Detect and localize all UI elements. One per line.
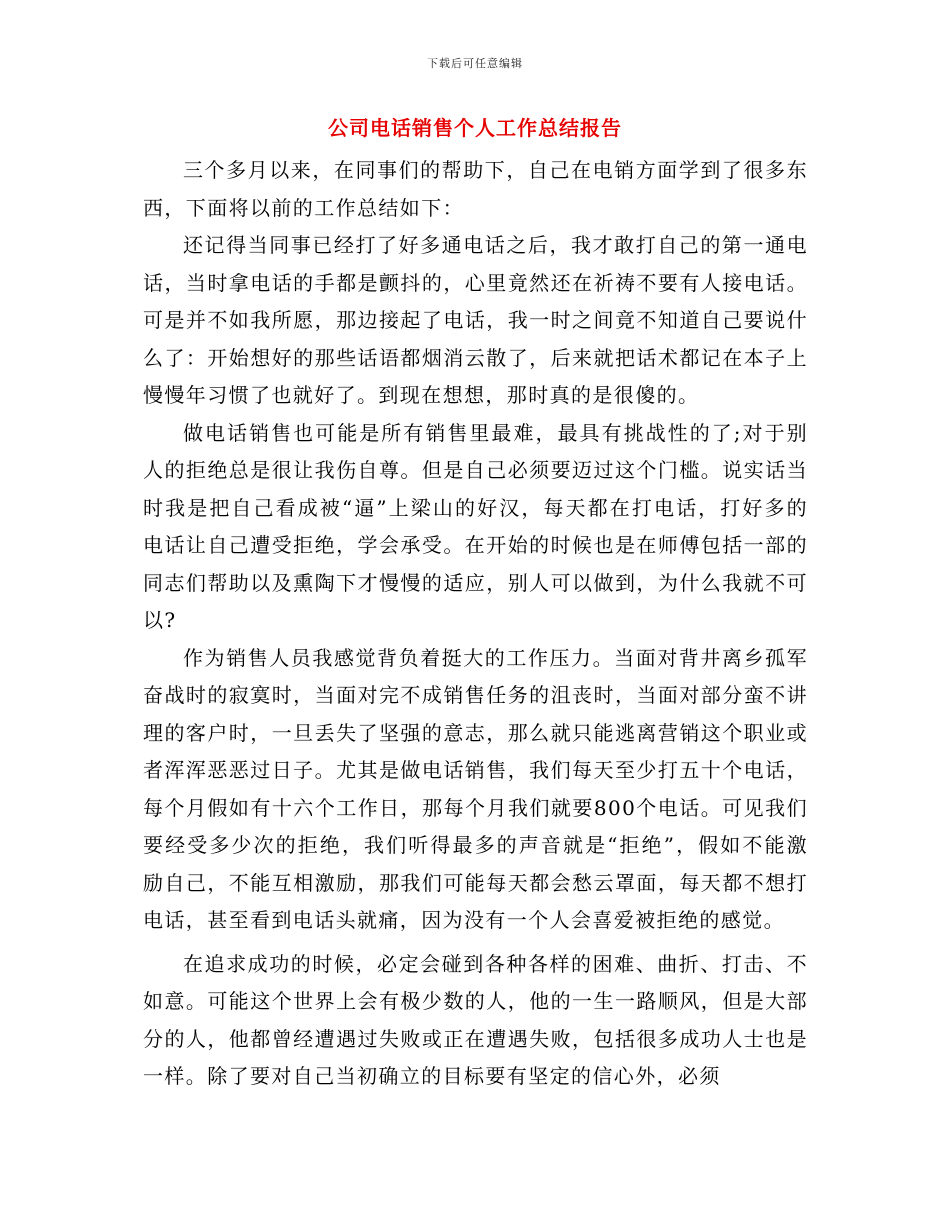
document-title: 公司电话销售个人工作总结报告 [328, 116, 622, 140]
paragraph-4: 作为销售人员我感觉背负着挺大的工作压力。当面对背井离乡孤军奋战时的寂寞时，当面对完不成销售任务的沮丧时，当面对部分蛮不讲理的客户时，一旦丢失了坚强的意志，那么就只能逃离营销这个职业或者浑浑恶恶过日子。尤其是做电话销售，我们每天至少打五十个电话，每个月假如有十六个工作日，那每个月我们就要800个电话。可见我们要经受多少次的拒绝，我们听得最多的声音就是“拒绝”，假如不能激励自己，不能互相激励，那我们可能每天都会愁云罩面，每天都不想打电话，甚至看到电话头就痛，因为没有一个人会喜爱被拒绝的感觉。 [143, 645, 808, 932]
header-note: 下载后可任意编辑 [427, 57, 523, 70]
document-body [143, 152, 808, 1096]
paragraph-2: 还记得当同事已经打了好多通电话之后，我才敢打自己的第一通电话，当时拿电话的手都是颤抖的，心里竟然还在祈祷不要有人接电话。可是并不如我所愿，那边接起了电话，我一时之间竟不知道自己要说什么了：开始想好的那些话语都烟消云散了，后来就把话术都记在本子上慢慢年习惯了也就好了。到现在想想，那时真的是很傻的。 [143, 233, 808, 407]
paragraph-3: 做电话销售也可能是所有销售里最难，最具有挑战性的了;对于别人的拒绝总是很让我伤自尊。但是自己必须要迈过这个门槛。说实话当时我是把自己看成被“逼”上梁山的好汉，每天都在打电话，打好多的电话让自己遭受拒绝，学会承受。在开始的时候也是在师傅包括一部的同志们帮助以及熏陶下才慢慢的适应，别人可以做到，为什么我就不可以? [143, 420, 808, 632]
paragraph-5: 在追求成功的时候，必定会碰到各种各样的困难、曲折、打击、不如意。可能这个世界上会有极少数的人，他的一生一路顺风，但是大部分的人，他都曾经遭遇过失败或正在遭遇失败，包括很多成功人士也是一样。除了要对自己当初确立的目标要有坚定的信心外，必须 [143, 951, 808, 1088]
paragraph-1: 三个多月以来，在同事们的帮助下，自己在电销方面学到了很多东西，下面将以前的工作总结如下： [143, 158, 808, 220]
